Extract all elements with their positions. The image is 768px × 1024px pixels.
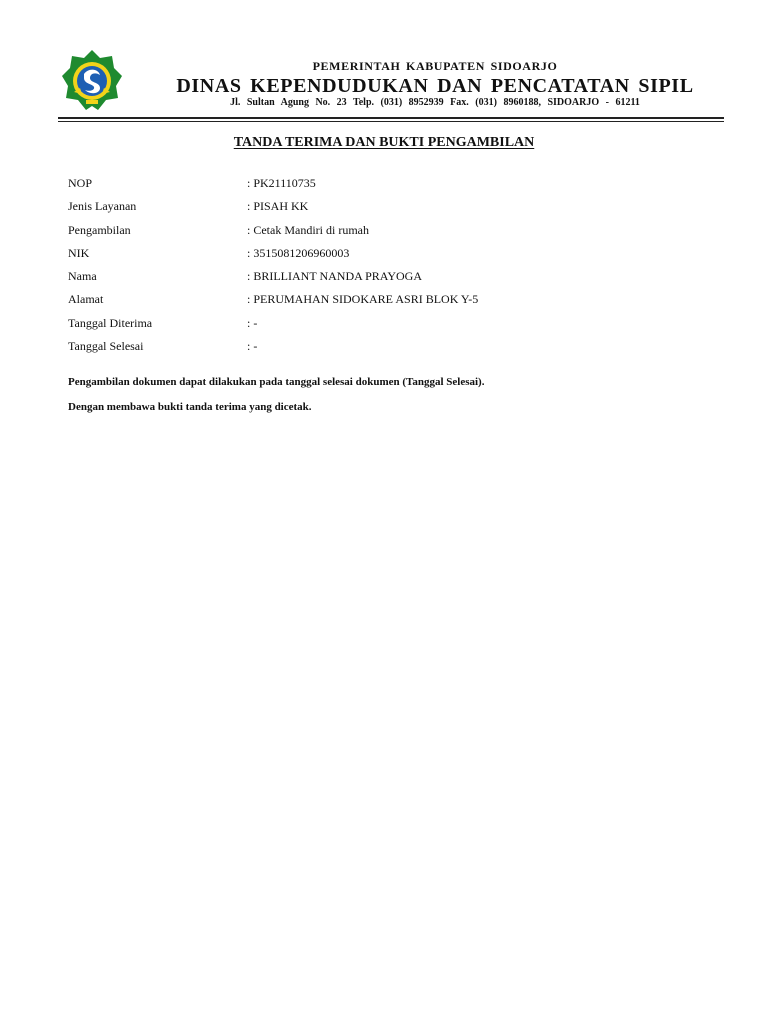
government-name: PEMERINTAH KABUPATEN SIDOARJO [312, 59, 558, 73]
field-row-tanggal-diterima [68, 316, 708, 339]
field-row-nop [68, 176, 708, 199]
receipt-fields [68, 176, 708, 362]
note-pickup-date: Pengambilan dokumen dapat dilakukan pada tanggal selesai dokumen (Tanggal Selesai). [68, 376, 485, 388]
field-value: : Cetak Mandiri di rumah [247, 222, 369, 237]
field-row-pengambilan [68, 223, 708, 246]
agency-address: Jl. Sultan Agung No. 23 Telp. (031) 8952939 Fax. (031) 8960188, SIDOARJO - 61211 [230, 97, 640, 108]
field-row-nik [68, 246, 708, 269]
field-value: : PERUMAHAN SIDOKARE ASRI BLOK Y-5 [247, 292, 479, 307]
pickup-notes [68, 376, 708, 426]
field-value: : 3515081206960003 [247, 245, 350, 260]
document-title [0, 135, 768, 151]
field-value: : PK21110735 [247, 176, 316, 190]
field-label: Tanggal Diterima [68, 315, 153, 330]
field-row-jenis-layanan [68, 199, 708, 222]
note-bring-receipt: Dengan membawa bukti tanda terima yang dicetak. [68, 401, 312, 413]
field-value: : BRILLIANT NANDA PRAYOGA [247, 269, 423, 284]
field-label: NOP [68, 176, 93, 190]
field-label: Tanggal Selesai [68, 339, 144, 354]
field-label: Alamat [68, 292, 104, 307]
field-value: : - [247, 339, 258, 354]
emblem-graphic [60, 48, 124, 112]
sidoarjo-regency-emblem-icon [60, 48, 124, 112]
field-label: Jenis Layanan [68, 199, 137, 214]
field-label: NIK [68, 245, 90, 260]
field-row-tanggal-selesai [68, 339, 708, 362]
field-label: Pengambilan [68, 222, 131, 237]
document-title-text: TANDA TERIMA DAN BUKTI PENGAMBILAN [233, 135, 535, 150]
field-value: : PISAH KK [247, 199, 309, 214]
header-divider-thick [58, 117, 724, 119]
agency-name: DINAS KEPENDUDUKAN DAN PENCATATAN SIPIL [176, 75, 694, 97]
field-label: Nama [68, 269, 97, 284]
header-divider-thin [58, 121, 724, 122]
field-value: : - [247, 315, 258, 330]
field-row-nama [68, 269, 708, 292]
field-row-alamat [68, 292, 708, 315]
